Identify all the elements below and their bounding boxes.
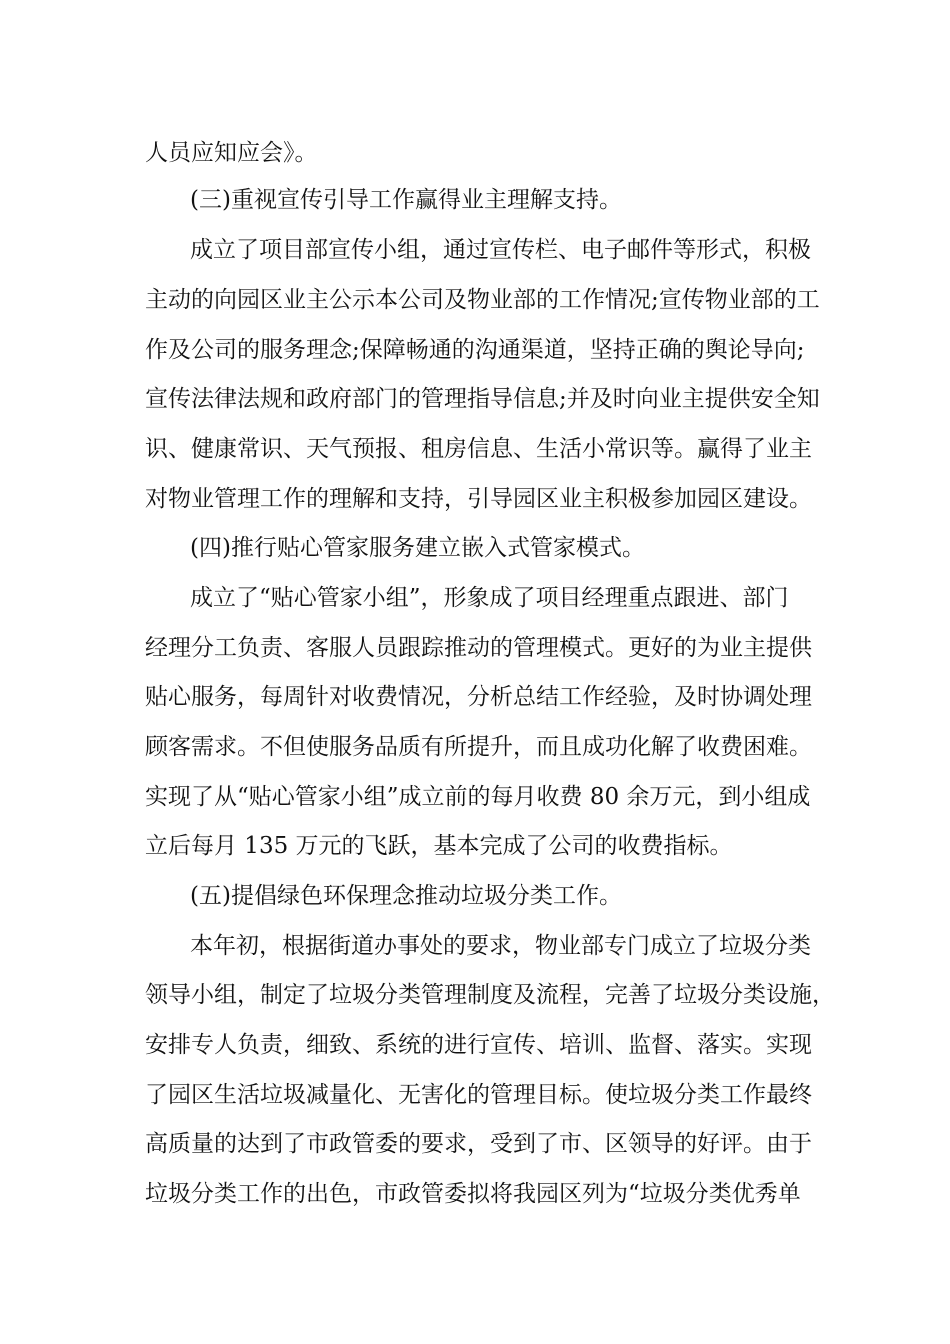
body-text-line: 顾客需求。不但使服务品质有所提升，而且成功化解了收费困难。 bbox=[145, 734, 812, 760]
body-text-line: 本年初，根据街道办事处的要求，物业部专门成立了垃圾分类 bbox=[190, 933, 811, 959]
body-text-line: 宣传法律法规和政府部门的管理指导信息;并及时向业主提供安全知 bbox=[145, 386, 820, 412]
section-heading: (五)提倡绿色环保理念推动垃圾分类工作。 bbox=[190, 883, 622, 909]
body-text-line: 实现了从“贴心管家小组”成立前的每月收费 80 余万元，到小组成 bbox=[145, 784, 811, 810]
body-text-line: 贴心服务，每周针对收费情况，分析总结工作经验，及时协调处理 bbox=[145, 684, 812, 710]
body-text-line: 人员应知应会》。 bbox=[145, 140, 318, 166]
body-text-line: 高质量的达到了市政管委的要求，受到了市、区领导的好评。由于 bbox=[145, 1131, 812, 1157]
section-heading: (四)推行贴心管家服务建立嵌入式管家模式。 bbox=[190, 535, 645, 561]
body-text-line: 主动的向园区业主公示本公司及物业部的工作情况;宣传物业部的工 bbox=[145, 287, 820, 313]
body-text-line: 作及公司的服务理念;保障畅通的沟通渠道，坚持正确的舆论导向; bbox=[145, 337, 805, 363]
body-text-line: 成立了项目部宣传小组，通过宣传栏、电子邮件等形式，积极 bbox=[190, 237, 811, 263]
body-text-line: 立后每月 135 万元的飞跃，基本完成了公司的收费指标。 bbox=[145, 833, 733, 859]
body-text-line: 了园区生活垃圾减量化、无害化的管理目标。使垃圾分类工作最终 bbox=[145, 1082, 812, 1108]
body-text-line: 成立了“贴心管家小组”，形象成了项目经理重点跟进、部门 bbox=[190, 585, 789, 611]
body-text-line: 经理分工负责、客服人员跟踪推动的管理模式。更好的为业主提供 bbox=[145, 635, 812, 661]
body-text-line: 安排专人负责，细致、系统的进行宣传、培训、监督、落实。实现 bbox=[145, 1032, 812, 1058]
body-text-line: 垃圾分类工作的出色，市政管委拟将我园区列为“垃圾分类优秀单 bbox=[145, 1181, 801, 1207]
body-text-line: 对物业管理工作的理解和支持，引导园区业主积极参加园区建设。 bbox=[145, 486, 812, 512]
section-heading: (三)重视宣传引导工作赢得业主理解支持。 bbox=[190, 187, 622, 213]
body-text-line: 识、健康常识、天气预报、租房信息、生活小常识等。赢得了业主 bbox=[145, 436, 812, 462]
body-text-line: 领导小组，制定了垃圾分类管理制度及流程，完善了垃圾分类设施， bbox=[145, 982, 835, 1008]
